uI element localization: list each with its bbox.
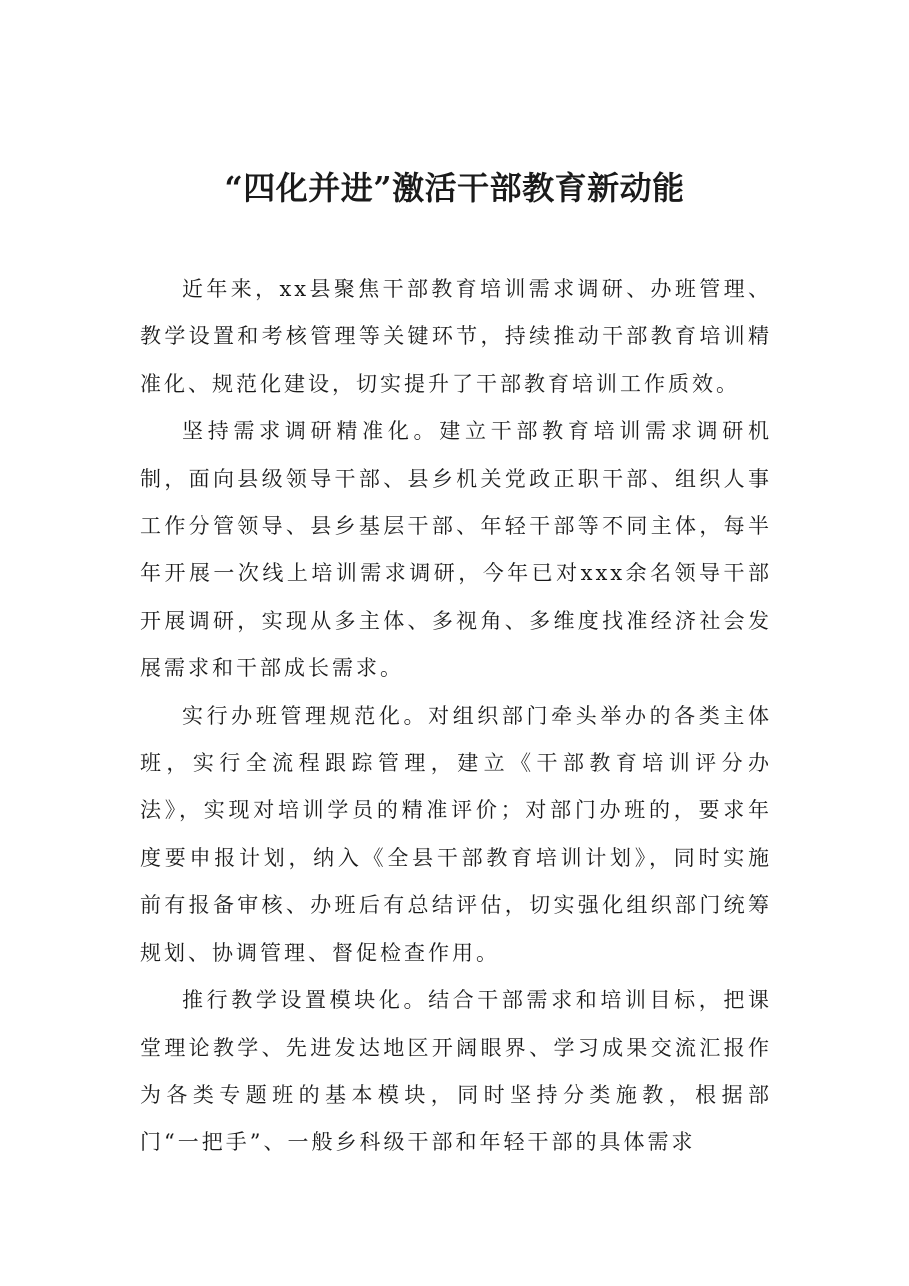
paragraph-demand-research: 坚持需求调研精准化。建立干部教育培训需求调研机制，面向县级领导干部、县乡机关党政正职干部、组织人事工作分管领导、县乡基层干部、年轻干部等不同主体，每半年开展一次线上培训需求调研，今年已对xxx余名领导干部开展调研，实现从多主体、多视角、多维度找准经济社会发展需求和干部成长需求。: [140, 419, 772, 681]
paragraph-intro: 近年来，xx县聚焦干部教育培训需求调研、办班管理、教学设置和考核管理等关键环节，持续推动干部教育培训精准化、规范化建设，切实提升了干部教育培训工作质效。: [140, 277, 772, 396]
paragraph-teaching-modules: 推行教学设置模块化。结合干部需求和培训目标，把课堂理论教学、先进发达地区开阔眼界、学习成果交流汇报作为各类专题班的基本模块，同时坚持分类施教，根据部门“一把手”、一般乡科级干部和年轻干部的具体需求: [140, 988, 772, 1155]
paragraph-class-management: 实行办班管理规范化。对组织部门牵头举办的各类主体班，实行全流程跟踪管理，建立《干部教育培训评分办法》，实现对培训学员的精准评价；对部门办班的，要求年度要申报计划，纳入《全县干部教育培训计划》，同时实施前有报备审核、办班后有总结评估，切实强化组织部门统筹规划、协调管理、督促检查作用。: [140, 703, 772, 965]
document-body: [140, 266, 772, 1167]
document-title: “四化并进”激活干部教育新动能: [224, 169, 685, 207]
